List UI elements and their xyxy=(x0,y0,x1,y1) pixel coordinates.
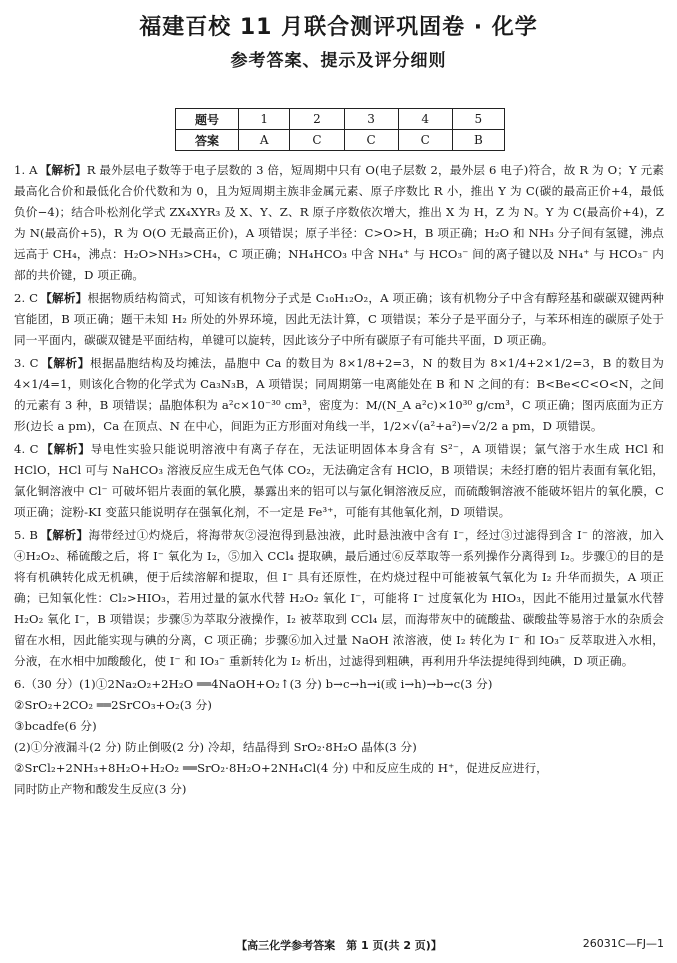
answer-cell: C xyxy=(398,130,452,151)
question-6-answer xyxy=(14,674,664,800)
row-label-question: 题号 xyxy=(176,109,239,130)
explanation-item-1 xyxy=(14,160,664,286)
explanation-item-3 xyxy=(14,353,664,437)
item-number: 2. C xyxy=(14,291,39,305)
question-number: 4 xyxy=(398,109,452,130)
explanation-item-4 xyxy=(14,439,664,523)
question-number: 2 xyxy=(290,109,344,130)
q6-line: ②SrO₂+2CO₂ ══2SrCO₃+O₂(3 分) xyxy=(14,698,212,712)
analysis-tag: 【解析】 xyxy=(40,442,91,456)
answer-table-row-answers xyxy=(176,130,505,151)
analysis-tag: 【解析】 xyxy=(40,528,89,542)
explanation-item-2 xyxy=(14,288,664,351)
document-subtitle: 参考答案、提示及评分细则 xyxy=(230,51,447,71)
q6-line: (2)①分液漏斗(2 分) 防止倒吸(2 分) 冷却，结晶得到 SrO₂·8H₂O 晶体(3 分) xyxy=(14,740,417,754)
row-label-answer: 答案 xyxy=(176,130,239,151)
explanation-text: 根据物质结构简式，可知该有机物分子式是 C₁₀H₁₂O₂，A 项正确；该有机物分子中含有醇羟基和碳碳双键两种官能团，B 项正确；题干未知 H₂ 所处的外界环境，因此无法计算，C 项错误；苯分子是平面分子，与苯环相连的碳原子处于同一平面内，碳碳双键是平面结构，单键可以旋转，因此该分子中所有碳原子有可能共平面，D 项正确。 xyxy=(14,291,664,347)
question-number: 5 xyxy=(452,109,504,130)
answer-cell: C xyxy=(344,130,398,151)
explanation-item-5 xyxy=(14,525,664,672)
q6-line: ②SrCl₂+2NH₃+8H₂O+H₂O₂ ══SrO₂·8H₂O+2NH₄Cl(4 分) 中和反应生成的 H⁺，促进反应进行， xyxy=(14,761,548,775)
explanation-text: R 最外层电子数等于电子层数的 3 倍，短周期中只有 O(电子层数 2，最外层 6 电子)符合，故 R 为 O；Y 元素最高化合价和最低化合价代数和为 0，且为短周期主族非金属元素、原子序数比 R 小，推出 Y 为 C(碳的最高正价+4，最低负价−4)；结合卟松剂化学式 ZX₄XYR₃ 及 X、Y、Z、R 原子序数依次增大，推出 X 为 H，Z 为 N。Y 为 C(最高价+4)，Z 为 N(最高价+5)，R 为 O(O 无最高正价)，A 项错误；原子半径：C>O>H，B 项正确；H₂O 和 NH₃ 分子间有氢键，沸点远高于 CH₄，沸点：H₂O>NH₃>CH₄，C 项正确；NH₄HCO₃ 中含 NH₄⁺ 与 HCO₃⁻ 间的离子键以及 NH₄⁺ 与 HCO₃⁻ 内部的共价键，D 项正确。 xyxy=(14,163,664,282)
q6-line: 同时防止产物和酸发生反应(3 分) xyxy=(14,782,187,796)
document-title: 福建百校 11 月联合测评巩固卷 · 化学 xyxy=(139,15,538,40)
q6-line: 6.（30 分）(1)①2Na₂O₂+2H₂O ══4NaOH+O₂↑(3 分) b→c→h→i(或 i→h)→b→c(3 分) xyxy=(14,677,493,691)
q6-line: ③bcadfe(6 分) xyxy=(14,719,97,733)
explanation-text: 导电性实验只能说明溶液中有离子存在，无法证明固体本身含有 S²⁻，A 项错误；氯气溶于水生成 HCl 和 HClO，HCl 可与 NaHCO₃ 溶液反应生成无色气体 CO₂，无法确定含有 HClO，B 项错误；未经打磨的铝片表面有氧化铝，氯化铜溶液中 Cl⁻ 可破坏铝片表面的氧化膜，暴露出来的铝可以与氯化铜溶液反应，而硫酸铜溶液不能破坏铝片的氧化膜，C 项正确；淀粉-KI 变蓝只能说明存在强氧化剂，不一定是 Fe³⁺，可能有其他氧化剂，D 项错误。 xyxy=(14,442,664,519)
item-number: 4. C xyxy=(14,442,39,456)
answer-table-row-numbers xyxy=(176,109,505,130)
item-number: 3. C xyxy=(14,356,39,370)
explanations xyxy=(14,160,664,802)
footer-page-info: 【高三化学参考答案 第 1 页(共 2 页)】 xyxy=(236,939,442,952)
analysis-tag: 【解析】 xyxy=(40,356,90,370)
explanation-text: 海带经过①灼烧后，将海带灰②浸泡得到悬浊液，此时悬浊液中含有 I⁻，经过③过滤得到含 I⁻ 的溶液，加入④H₂O₂、稀硫酸之后，将 I⁻ 氧化为 I₂，⑤加入 CCl₄ 提取碘，最后通过⑥反萃取等一系列操作分离得到 I₂。步骤①的目的是将有机碘转化成无机碘，便于后续溶解和提取，但 I⁻ 具有还原性，在灼烧过程中可能被氧气氧化为 I₂ 升华而损失，A 项正确；已知氧化性：Cl₂>HIO₃，若用过量的氯水代替 H₂O₂ 氧化 I⁻，可能将 I⁻ 过度氧化为 HIO₃，因此不能用过量氯水代替 H₂O₂ 氧化 I⁻，B 项错误；步骤⑤为萃取分液操作，I₂ 被萃取到 CCl₄ 层，而海带灰中的硫酸盐、碳酸盐等易溶于水的杂质会留在水相，因此能实现与碘的分离，C 项正确；步骤⑥加入过量 NaOH 浓溶液，使 I₂ 转化为 I⁻ 和 IO₃⁻ 反萃取进入水相，分液，在水相中加酸酸化，使 I⁻ 和 IO₃⁻ 重新转化为 I₂ 析出，过滤得到粗碘，再利用升华法提纯得到纯碘，D 项正确。 xyxy=(14,528,664,668)
answer-cell: B xyxy=(452,130,504,151)
footer-code: 26031C—FJ—1 xyxy=(582,937,664,950)
analysis-tag: 【解析】 xyxy=(40,291,88,305)
explanation-text: 根据晶胞结构及均摊法，晶胞中 Ca 的数目为 8×1/8+2=3，N 的数目为 8×1/4+2×1/2=3，B 的数目为 4×1/4=1，则该化合物的化学式为 Ca₃N₃B，A 项错误；同周期第一电离能处在 B 和 N 之间的有：B<Be<C<O<N，之间的元素有 3 种，B 项错误；晶胞体积为 a²c×10⁻³⁰ cm³，密度为：M/(N_A a²c)×10³⁰ g/cm³，C 项正确；图丙底面为正方形(边长 a pm)，Ca 在顶点、N 在中心，间距为正方形面对角线一半，1/2×√(a²+a²)=√2/2 a pm，D 项错误。 xyxy=(14,356,665,433)
answer-table xyxy=(175,108,505,151)
question-number: 1 xyxy=(239,109,290,130)
item-number: 5. B xyxy=(14,528,39,542)
question-number: 3 xyxy=(344,109,398,130)
analysis-tag: 【解析】 xyxy=(39,163,87,177)
item-number: 1. A xyxy=(14,163,38,177)
answer-cell: A xyxy=(239,130,290,151)
answer-cell: C xyxy=(290,130,344,151)
